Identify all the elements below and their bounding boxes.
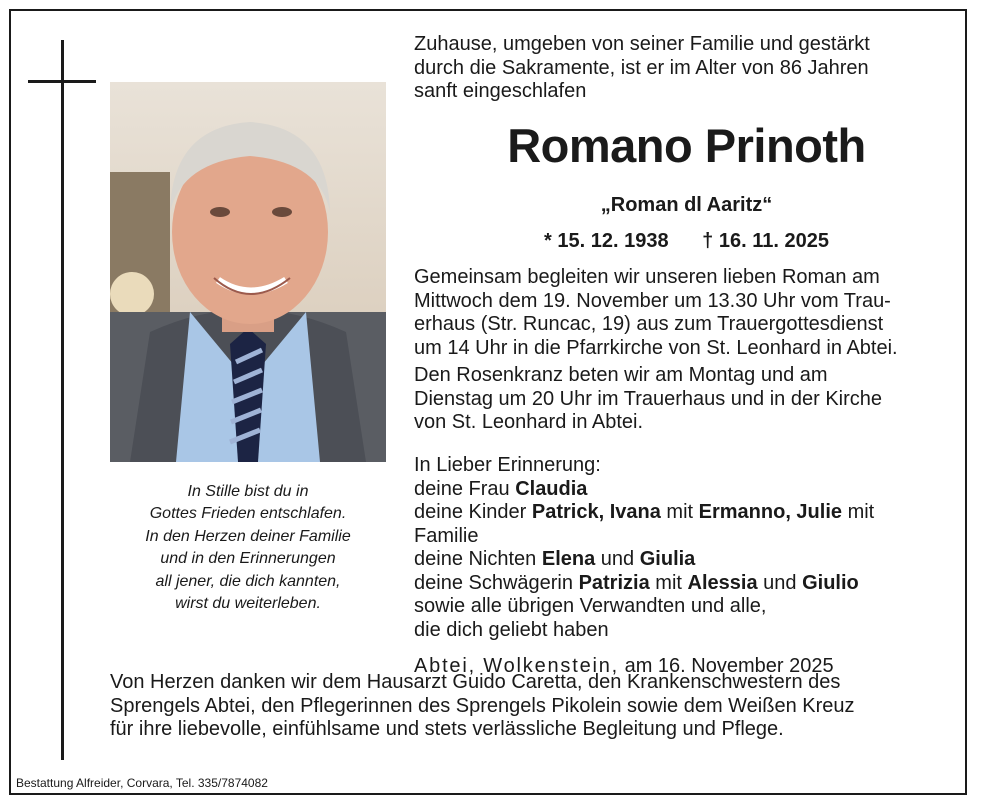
funeral-line: um 14 Uhr in die Pfarrkirche von St. Leonhard in Abtei. xyxy=(414,336,898,359)
funeral-line: Mittwoch dem 19. November um 13.30 Uhr vom Trau- xyxy=(414,289,891,312)
intro-line: sanft eingeschlafen xyxy=(414,80,587,102)
funeral-line: erhaus (Str. Runcac, 19) aus zum Trauergottesdienst xyxy=(414,313,884,335)
memorial-quote xyxy=(110,481,386,615)
deceased-nickname: „Roman dl Aaritz“ xyxy=(600,194,773,216)
family-children-line2: Familie xyxy=(414,524,479,547)
notice-date: am 16. November 2025 xyxy=(624,655,834,677)
rosary-line: von St. Leonhard in Abtei. xyxy=(414,411,644,433)
life-dates xyxy=(414,230,959,253)
cross-icon-bar xyxy=(28,80,96,83)
quote-line: all jener, die dich kannten, xyxy=(155,572,341,590)
family-others-line2: die dich geliebt haben xyxy=(414,618,609,641)
rosary-line: Dienstag um 20 Uhr im Trauerhaus und in der Kirche xyxy=(414,387,883,410)
intro-line: durch die Sakramente, ist er im Alter von 86 Jahren xyxy=(414,56,869,79)
rosary-details xyxy=(414,364,959,435)
death-date: † 16. 11. 2025 xyxy=(702,230,829,252)
intro-line: Zuhause, umgeben von seiner Familie und gestärkt xyxy=(414,33,870,55)
family-list xyxy=(414,454,959,642)
family-children-line: deine Kinder Patrick, Ivana mit Ermanno, Julie mit xyxy=(414,501,875,523)
thanks-text xyxy=(110,671,960,742)
funeral-details xyxy=(414,266,959,360)
place-towns: Abtei, Wolkenstein, xyxy=(414,655,620,677)
thanks-line: für ihre liebevolle, einfühlsame und stets verlässliche Begleitung und Pflege. xyxy=(110,718,784,740)
deceased-name: Romano Prinoth xyxy=(507,119,866,172)
rosary-line: Den Rosenkranz beten wir am Montag und am xyxy=(414,364,828,386)
funeral-home-footer: Bestattung Alfreider, Corvara, Tel. 335/7874082 xyxy=(16,776,268,790)
family-nieces-line: deine Nichten Elena und Giulia xyxy=(414,548,696,570)
portrait-photo xyxy=(110,82,386,462)
thanks-line: Sprengels Abtei, den Pflegerinnen des Sprengels Pikolein sowie dem Weißen Kreuz xyxy=(110,694,855,717)
quote-line: wirst du weiterleben. xyxy=(175,595,321,613)
family-others-line: sowie alle übrigen Verwandten und alle, xyxy=(414,595,767,617)
family-wife-line: deine Frau Claudia xyxy=(414,477,588,500)
quote-line: In den Herzen deiner Familie xyxy=(145,527,351,545)
funeral-line: Gemeinsam begleiten wir unseren lieben Roman am xyxy=(414,266,880,288)
intro-text xyxy=(414,33,959,104)
birth-date: * 15. 12. 1938 xyxy=(544,230,669,252)
family-heading: In Lieber Erinnerung: xyxy=(414,454,601,476)
quote-line: Gottes Frieden entschlafen. xyxy=(149,505,347,523)
thanks-line: Von Herzen danken wir dem Hausarzt Guido Caretta, den Krankenschwestern des xyxy=(110,671,841,693)
family-sister-in-law-line: deine Schwägerin Patrizia mit Alessia und Giulio xyxy=(414,571,859,594)
quote-line: und in den Erinnerungen xyxy=(160,550,336,568)
quote-line: In Stille bist du in xyxy=(187,483,309,500)
cross-icon xyxy=(61,40,64,760)
